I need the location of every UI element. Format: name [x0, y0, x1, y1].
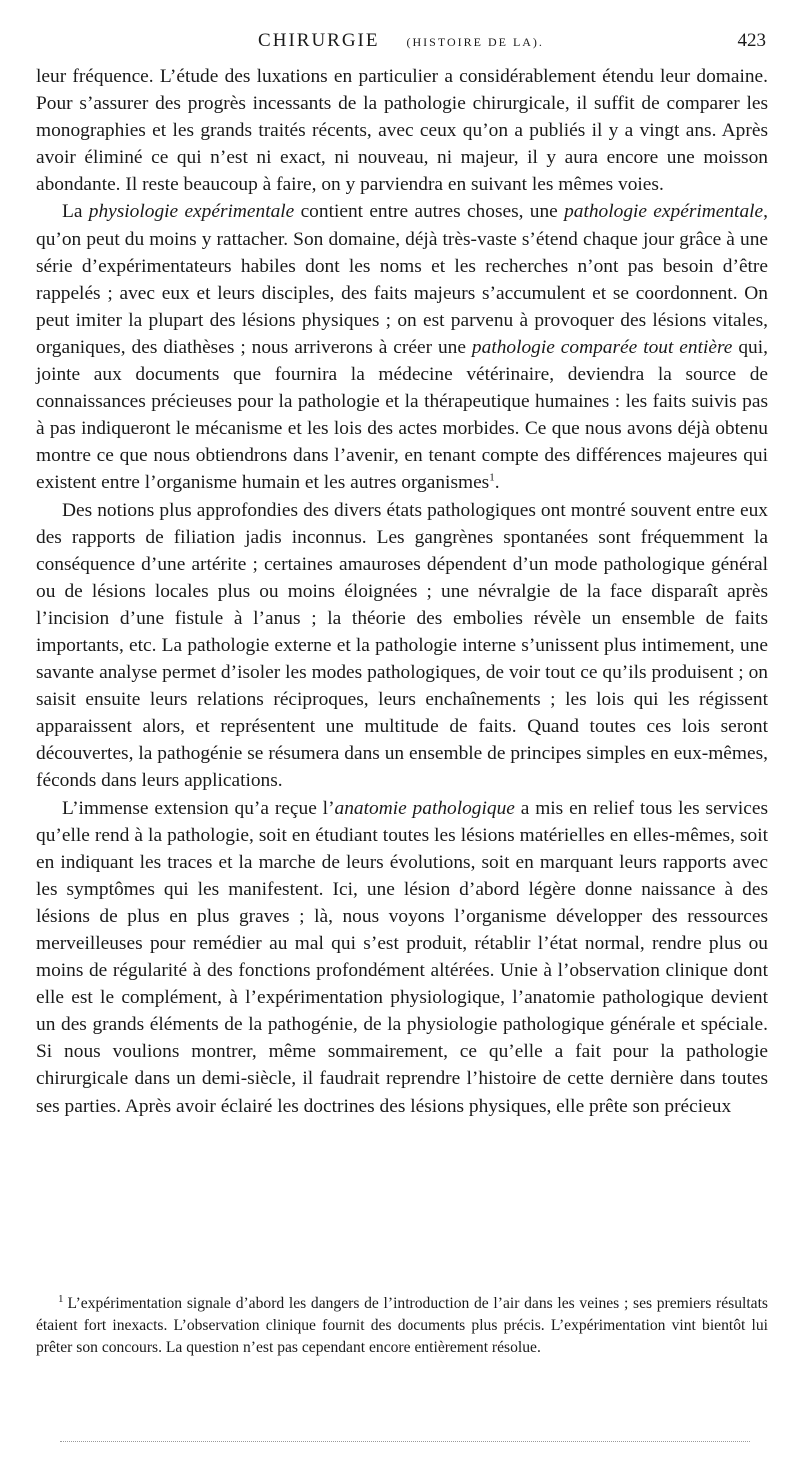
- page-header: [36, 30, 766, 58]
- text-run: , qu’on peut du moins y rattacher. Son domaine, déjà très-vaste s’étend chaque jour grâce à une série d’expérimentateurs habiles dont les noms et les recherches n’ont pas besoin d’être rappelés ; avec eux et leurs disciples, des faits majeurs s’accumulent et se coordonnent. On peut imiter la plupart des lésions physiques ; on est parvenu à provoquer des lésions vitales, organiques, des diathèses ; nous arriverons à créer une: [36, 201, 768, 358]
- text-run: La: [62, 201, 89, 223]
- text-run: .: [494, 472, 500, 494]
- footnote-reference: 1: [489, 471, 495, 484]
- running-head: [36, 30, 766, 52]
- page-number: 423: [737, 30, 766, 51]
- italic-phrase: pathologie expérimentale: [564, 201, 764, 223]
- text-run: L’immense extension qu’a reçue l’: [62, 797, 335, 819]
- text-run: leur fréquence. L’étude des luxations en particulier a considérablement étendu leur domaine. Pour s’assurer des progrès incessants de la pathologie chirurgicale, il suffit de comparer les monographies et les grands traités récents, avec ceux qu’on a publiés il y a vingt ans. Après avoir éliminé ce qui n’est ni exact, ni nouveau, ni majeur, il y aura encore une moisson abondante. Il reste beaucoup à faire, on y parviendra en suivant les mêmes voies.: [36, 66, 768, 196]
- text-run: qui, jointe aux documents que fournira la médecine vétérinaire, deviendra la source de connaissances précieuses pour la pathologie et la thérapeutique humaines : les faits suivis pas à pas indiqueront le mécanisme et les lois des actes morbides. Ce que nous avons déjà obtenu montre ce que nous obtiendrons dans l’avenir, en tenant compte des différences majeures qui existent entre l’organisme humain et les autres organismes: [36, 336, 768, 494]
- text-run: a mis en relief tous les services qu’elle rend à la pathologie, soit en étudiant toutes les lésions matérielles en elles-mêmes, soit en indiquant les traces et la marche de leurs évolutions, soit en marquant leurs rapports avec les symptômes qui les manifestent. Ici, une lésion d’abord légère donne naissance à des lésions de plus en plus graves ; là, nous voyons l’organisme développer des ressources merveilleuses pour remédier au mal qui s’est produit, rétablir l’état normal, rendre plus ou moins de régularité à des fonctions profondément altérées. Unie à l’observation clinique dont elle est le complément, à l’expérimentation physiologique, l’anatomie pathologique devient un des grands éléments de la pathogénie, de la physiologie pathologique générale et spéciale. Si nous voulions montrer, même sommairement, ce qu’elle a fait pour la pathologie chirurgicale dans un demi-siècle, il faudrait reprendre l’histoire de cette dernière dans toutes ses parties. Après avoir éclairé les doctrines des lésions physiques, elle prête son précieux: [36, 797, 768, 1117]
- italic-phrase: physiologie expérimentale: [88, 201, 295, 223]
- footnote: [36, 1293, 768, 1359]
- running-head-subtitle: (HISTOIRE DE LA).: [406, 35, 544, 49]
- italic-phrase: pathologie comparée tout entière: [471, 336, 733, 358]
- text-run: Des notions plus approfondies des divers états pathologiques ont montré souvent entre eux des rapports de filiation jadis inconnus. Les gangrènes spontanées sont fréquemment la conséquence d’une artérite ; certaines amauroses dépendent d’un mode pathologique général ou de lésions locales plus ou moins éloignées ; une névralgie de la face disparaît après l’incision d’une fistule à l’anus ; la théorie des embolies révèle un ensemble de faits importants, etc. La pathologie externe et la pathologie interne s’unissent plus intimement, une savante analyse permet d’isoler les modes pathologiques, de voir tout ce qu’ils produisent ; on saisit ensuite leurs relations réciproques, leurs enchaînements ; les lois qui les régissent apparaissent alors, et représentent une multitude de faits. Quand toutes ces lois seront découvertes, la pathogénie se résumera dans un ensemble de principes simples en eux-mêmes, féconds dans leurs applications.: [36, 499, 768, 792]
- footnote-text: L’expérimentation signale d’abord les dangers de l’introduction de l’air dans les veines ; ses premiers résultats étaient fort inexacts. L’observation clinique fournit des documents plus précis. L’expérimentation vint bientôt lui prêter son concours. La question n’est pas cependant encore entièrement résolue.: [36, 1295, 768, 1356]
- paragraph: [36, 497, 768, 795]
- paragraph: [36, 63, 768, 198]
- body-text: [36, 63, 768, 1120]
- bottom-rule: [60, 1441, 750, 1442]
- text-run: contient entre autres choses, une: [294, 201, 565, 223]
- running-head-title: CHIRURGIE: [258, 30, 380, 51]
- italic-phrase: anatomie pathologique: [334, 797, 515, 819]
- paragraph: [36, 198, 768, 496]
- footnote-marker: 1: [58, 1292, 64, 1305]
- paragraph: [36, 795, 768, 1120]
